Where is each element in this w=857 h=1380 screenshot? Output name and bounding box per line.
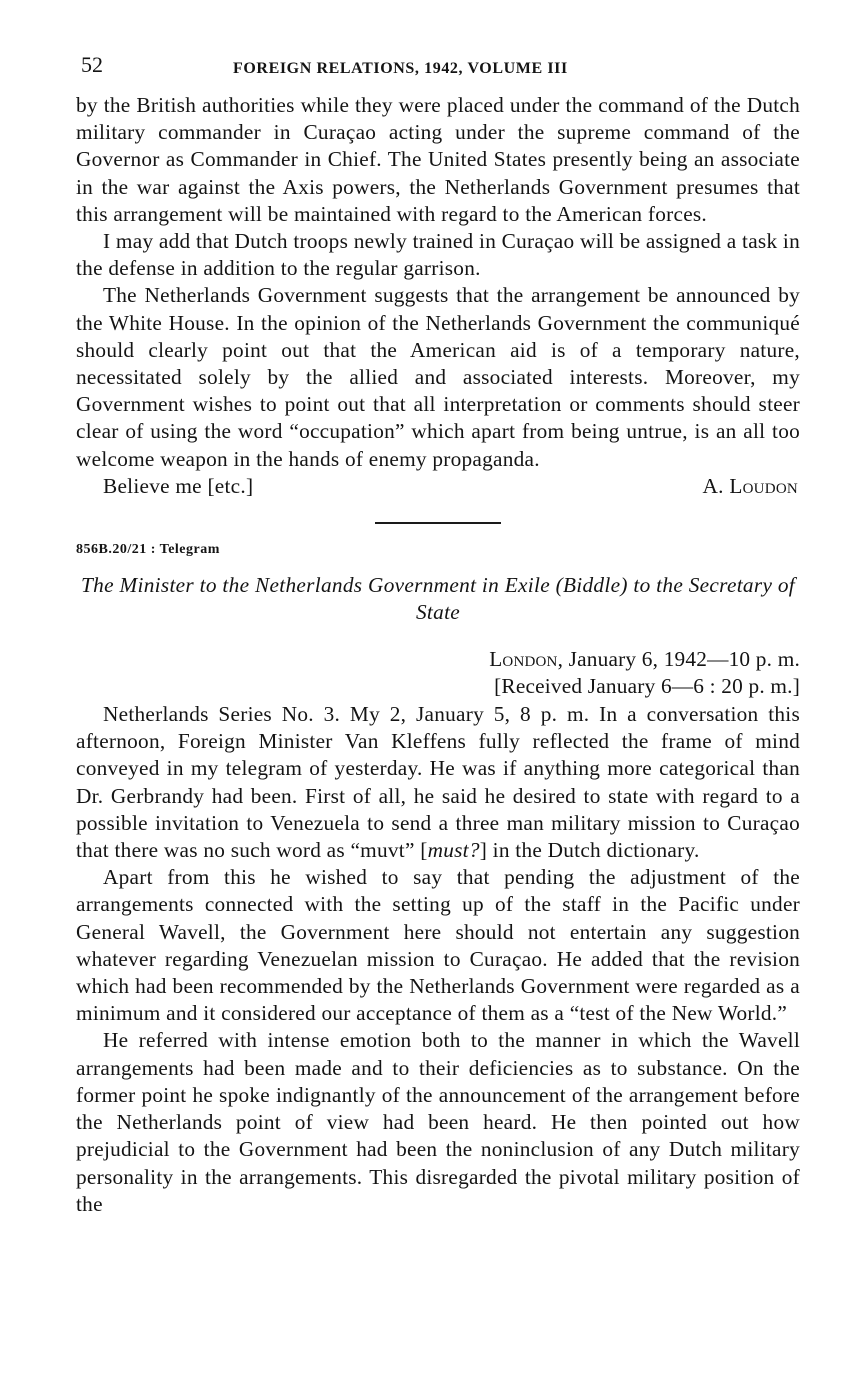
letter-closing-line [76, 473, 800, 500]
document-page [76, 52, 800, 1218]
telegram-paragraph: He referred with intense emotion both to the manner in which the Wavell arrangements had been made and to their deficiencies as to substance. On the former point he spoke indignantly of the announcement of the arrangement before the Netherlands point of view had been heard. He then pointed out how prejudicial to the Government had been the noninclusion of any Dutch military personality in the arrangements. This disregarded the pivotal military position of the [76, 1028, 800, 1216]
letter-paragraph: I may add that Dutch troops newly trained in Curaçao will be assigned a task in the defense in addition to the regular garrison. [76, 229, 800, 281]
telegram-p1-text-end: ] in the Dutch dictionary. [479, 838, 700, 863]
continued-letter [76, 92, 800, 500]
signature: A. Loudon [702, 473, 798, 498]
document-title: The Minister to the Netherlands Government in Exile (Biddle) to the Secretary of State [80, 573, 796, 625]
telegram-body [76, 701, 800, 1218]
dateline-date: , January 6, 1942—10 p. m. [557, 647, 800, 672]
received-line: [Received January 6—6 : 20 p. m.] [494, 674, 800, 699]
running-header [76, 52, 800, 92]
running-header-title: FOREIGN RELATIONS, 1942, VOLUME III [233, 60, 568, 77]
telegram-paragraph: Apart from this he wished to say that pending the adjustment of the arrangements connected with the setting up of the staff in the Pacific under General Wavell, the Government here should not entertain any suggestion whatever regarding Venezuelan mission to Curaçao. He added that the revision which had been recommended by the Netherlands Government were regarded as a minimum and it considered our acceptance of them as a “test of the New World.” [76, 865, 800, 1026]
letter-paragraph: The Netherlands Government suggests that the arrangement be announced by the White House. In the opinion of the Netherlands Government the communiqué should clearly point out that the American aid is of a temporary nature, necessitated solely by the allied and associated interests. Moreover, my Government wishes to point out that all interpretation or comments should steer clear of using the word “occupation” which apart from being untrue, is an all too welcome weapon in the hands of enemy propaganda. [76, 283, 800, 471]
telegram-p1-text: Netherlands Series No. 3. My 2, January 5, 8 p. m. In a conversation this afternoon, Foreign Minister Van Kleffens fully reflected the frame of mind conveyed in my telegram of yesterday. He was if anything more categorical than Dr. Gerbrandy had been. First of all, he said he desired to state with regard to a possible invitation to Venezuela to send a three man military mission to Curaçao that there was no such word as “muvt” [ [76, 702, 800, 863]
page-number: 52 [81, 52, 103, 77]
file-reference: 856B.20/21 : Telegram [76, 542, 220, 558]
letter-paragraph: by the British authorities while they were placed under the command of the Dutch military commander in Curaçao acting under the supreme command of the Governor as Commander in Chief. The United States presently being an associate in the war against the Axis powers, the Netherlands Government presumes that this arrangement will be maintained with regard to the American forces. [76, 93, 800, 226]
section-divider [375, 522, 501, 524]
dateline [76, 646, 800, 700]
telegram-paragraph [76, 701, 800, 864]
telegram-p1-italic: must? [427, 838, 480, 863]
complimentary-close: Believe me [etc.] [103, 473, 254, 498]
dateline-place: London [489, 647, 558, 672]
